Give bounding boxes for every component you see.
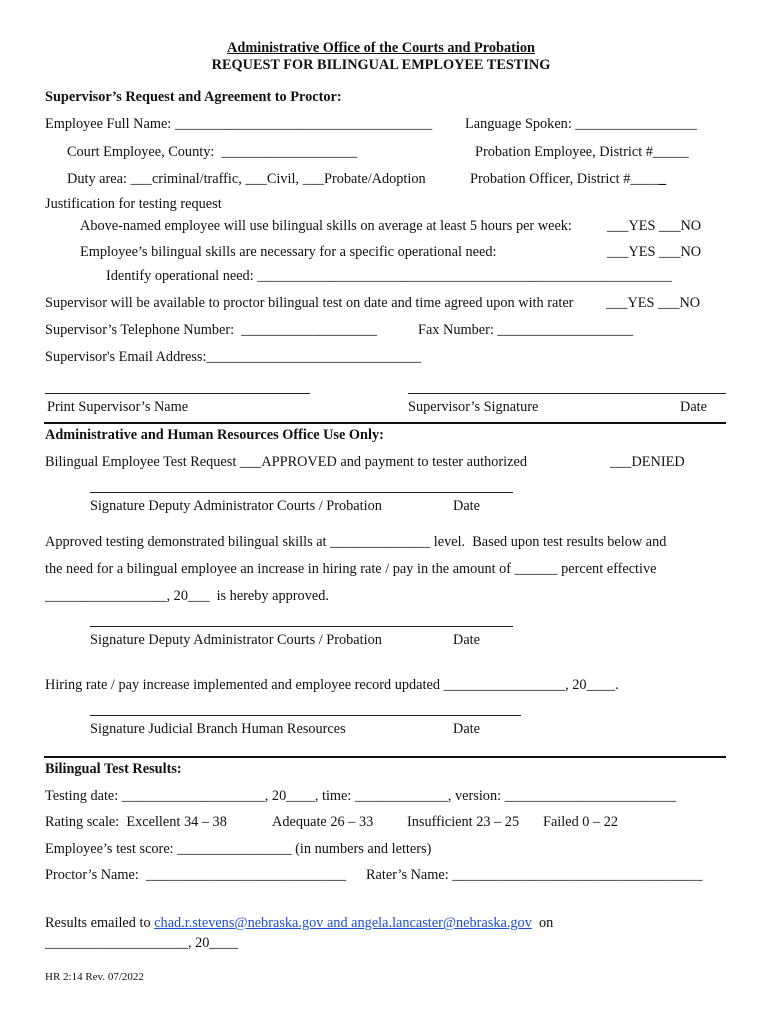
hours-yes-no[interactable]: ___YES ___NO [607,218,702,234]
court-employee-field[interactable]: Court Employee, County: ___________________ [67,144,358,160]
print-name-label: Print Supervisor’s Name [47,399,189,415]
supervisor-heading: Supervisor’s Request and Agreement to Proctor: [45,89,342,105]
results-heading: Bilingual Test Results: [45,761,182,777]
form-title: Administrative Office of the Courts and Probation [227,40,535,56]
email-field[interactable] [45,350,421,364]
form-subtitle: REQUEST FOR BILINGUAL EMPLOYEE TESTING [211,57,551,73]
signature-line-2[interactable] [90,626,513,627]
approved-text-line-3: _________________, 20___ is hereby approved. [45,588,329,604]
proctor-question: Supervisor will be available to proctor bilingual test on date and time agreed upon with rater [45,295,574,311]
rating-scale-excellent: Rating scale: Excellent 34 – 38 [45,814,227,830]
employee-name-field[interactable]: Employee Full Name: ____________________________________ [45,116,433,132]
email-blank: _______________ [313,349,421,365]
signature-line-3[interactable] [90,715,521,716]
operational-need-yes-no[interactable]: ___YES ___NO [607,244,702,260]
rater-name-field[interactable]: Rater’s Name: ___________________________________ [366,867,703,883]
hr-heading: Administrative and Human Resources Office Use Only: [45,427,384,443]
test-request-approved[interactable]: Bilingual Employee Test Request ___APPROVED and payment to tester authorized [45,454,527,470]
identify-need-field[interactable]: Identify operational need: __________________________________________________________ [106,268,672,284]
date-label-2: Date [453,632,480,648]
proctor-name-field[interactable]: Proctor’s Name: ____________________________ [45,867,347,883]
date-label-3: Date [453,721,480,737]
probation-officer-suffix: _ [658,171,667,187]
hiring-rate-field[interactable]: Hiring rate / pay increase implemented and employee record updated _________________, 20____. [45,677,619,693]
testing-date-field[interactable]: Testing date: ____________________, 20____, time: _____________, version: ________________________ [45,788,677,804]
section-divider [44,422,726,424]
results-emailed [45,916,553,930]
probation-officer-field[interactable] [470,172,666,186]
test-score-field[interactable]: Employee’s test score: ________________ (in numbers and letters) [45,841,432,857]
date-label-1: Date [453,498,480,514]
justification-label: Justification for testing request [45,196,222,212]
approved-text-line-1: Approved testing demonstrated bilingual skills at ______________ level. Based upon test results below and [45,534,667,550]
rating-scale-insufficient: Insufficient 23 – 25 [407,814,520,830]
results-emailed-suffix: on [531,915,554,931]
fax-field[interactable]: Fax Number: ___________________ [418,322,634,338]
operational-need-question: Employee’s bilingual skills are necessary for a specific operational need: [80,244,497,260]
probation-employee-field[interactable]: Probation Employee, District #_____ [475,144,689,160]
probation-officer-label: Probation Officer, District #____ [470,171,659,187]
date-label: Date [680,399,707,415]
approved-text-line-2: the need for a bilingual employee an increase in hiring rate / pay in the amount of ______ percent effective [45,561,657,577]
email-link[interactable]: chad.r.stevens@nebraska.gov and angela.lancaster@nebraska.gov [154,915,532,931]
results-emailed-date[interactable]: ____________________, 20____ [45,935,239,951]
hours-question: Above-named employee will use bilingual skills on average at least 5 hours per week: [80,218,572,234]
signature-label: Supervisor’s Signature [408,399,539,415]
email-label: Supervisor's Email Address:_______________ [45,349,314,365]
phone-field[interactable]: Supervisor’s Telephone Number: ___________________ [45,322,378,338]
language-field[interactable]: Language Spoken: _________________ [465,116,697,132]
print-name-line[interactable] [45,393,310,394]
test-request-denied[interactable]: ___DENIED [610,454,685,470]
signature-line[interactable] [408,393,726,394]
signature-line-1[interactable] [90,492,513,493]
results-emailed-prefix: Results emailed to [45,915,155,931]
rating-scale-failed: Failed 0 – 22 [543,814,619,830]
signature-label-1: Signature Deputy Administrator Courts / Probation [90,498,382,514]
rating-scale-adequate: Adequate 26 – 33 [272,814,374,830]
signature-label-2: Signature Deputy Administrator Courts / Probation [90,632,382,648]
results-divider [44,756,726,758]
proctor-yes-no[interactable]: ___YES ___NO [606,295,701,311]
form-revision: HR 2:14 Rev. 07/2022 [45,971,144,983]
signature-label-3: Signature Judicial Branch Human Resources [90,721,346,737]
duty-area-field[interactable]: Duty area: ___criminal/traffic, ___Civil, ___Probate/Adoption [67,171,426,187]
